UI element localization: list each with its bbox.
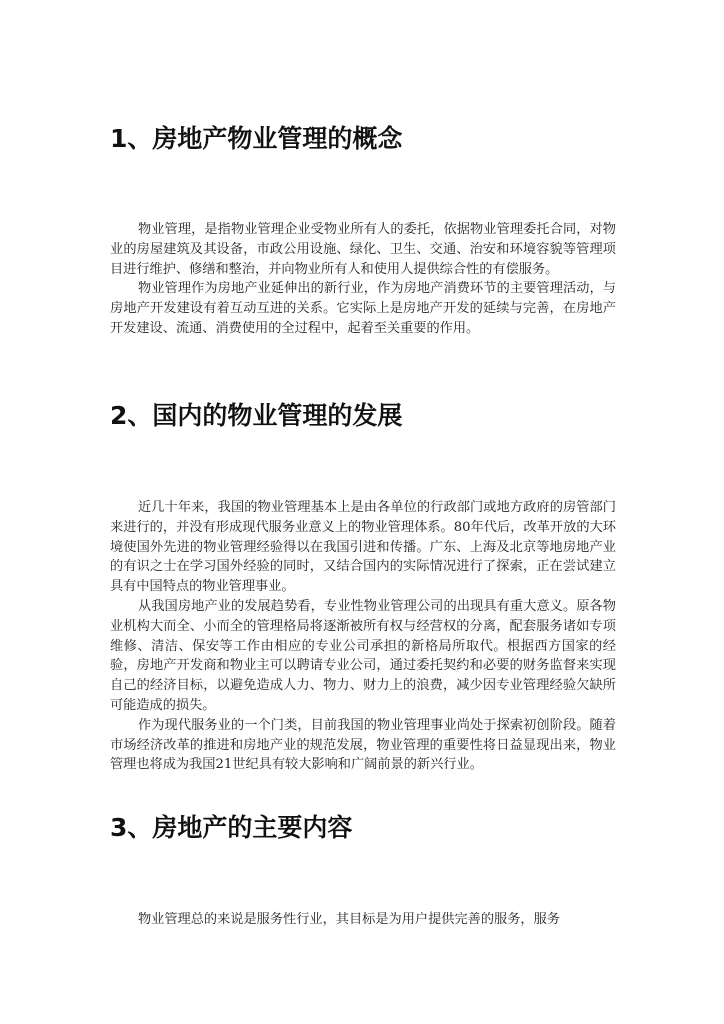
section-1-heading: 1、房地产物业管理的概念 bbox=[110, 124, 403, 153]
section-2-heading: 2、国内的物业管理的发展 bbox=[110, 401, 403, 430]
section-3-paragraph-1: 物业管理总的来说是服务性行业，其目标是为用户提供完善的服务，服务 bbox=[138, 912, 560, 927]
section-2-paragraph-3: 作为现代服务业的一个门类，目前我国的物业管理事业尚处于探索初创阶段。随着市场经济改革的推进和房地产业的规范发展，物业管理的重要性将日益显现出来，物业管理也将成为我国21世纪具有较大影响和广阔前景的新兴行业。 bbox=[110, 717, 616, 773]
section-2-paragraph-2: 从我国房地产业的发展趋势看，专业性物业管理公司的出现具有重大意义。原各物业机构大而全、小而全的管理格局将逐渐被所有权与经营权的分离，配套服务诸如专项维修、清洁、保安等工作由相应的专业公司承担的新格局所取代。根据西方国家的经验，房地产开发商和物业主可以聘请专业公司，通过委托契约和必要的财务监督来实现自己的经济目标，以避免造成人力、物力、财力上的浪费，减少因专业管理经验欠缺所可能造成的损失。 bbox=[110, 598, 616, 713]
section-2-paragraph-1: 近几十年来，我国的物业管理基本上是由各单位的行政部门或地方政府的房管部门来进行的，并没有形成现代服务业意义上的物业管理体系。80年代后，改革开放的大环境使国外先进的物业管理经验得以在我国引进和传播。广东、上海及北京等地房地产业的有识之士在学习国外经验的同时，又结合国内的实际情况进行了探索，正在尝试建立具有中国特点的物业管理事业。 bbox=[110, 500, 616, 595]
section-2-body bbox=[110, 498, 616, 775]
section-3-body bbox=[110, 910, 616, 930]
section-3-heading: 3、房地产的主要内容 bbox=[110, 813, 353, 842]
section-1-paragraph-1: 物业管理，是指物业管理企业受物业所有人的委托，依据物业管理委托合同，对物业的房屋建筑及其设备，市政公用设施、绿化、卫生、交通、治安和环境容貌等管理项目进行维护、修缮和整治，并向物业所有人和使用人提供综合性的有偿服务。 bbox=[110, 222, 616, 277]
section-1-body bbox=[110, 220, 616, 339]
section-1-paragraph-2: 物业管理作为房地产业延伸出的新行业，作为房地产消费环节的主要管理活动，与房地产开发建设有着互动互进的关系。它实际上是房地产开发的延续与完善，在房地产开发建设、流通、消费使用的全过程中，起着至关重要的作用。 bbox=[110, 281, 616, 336]
